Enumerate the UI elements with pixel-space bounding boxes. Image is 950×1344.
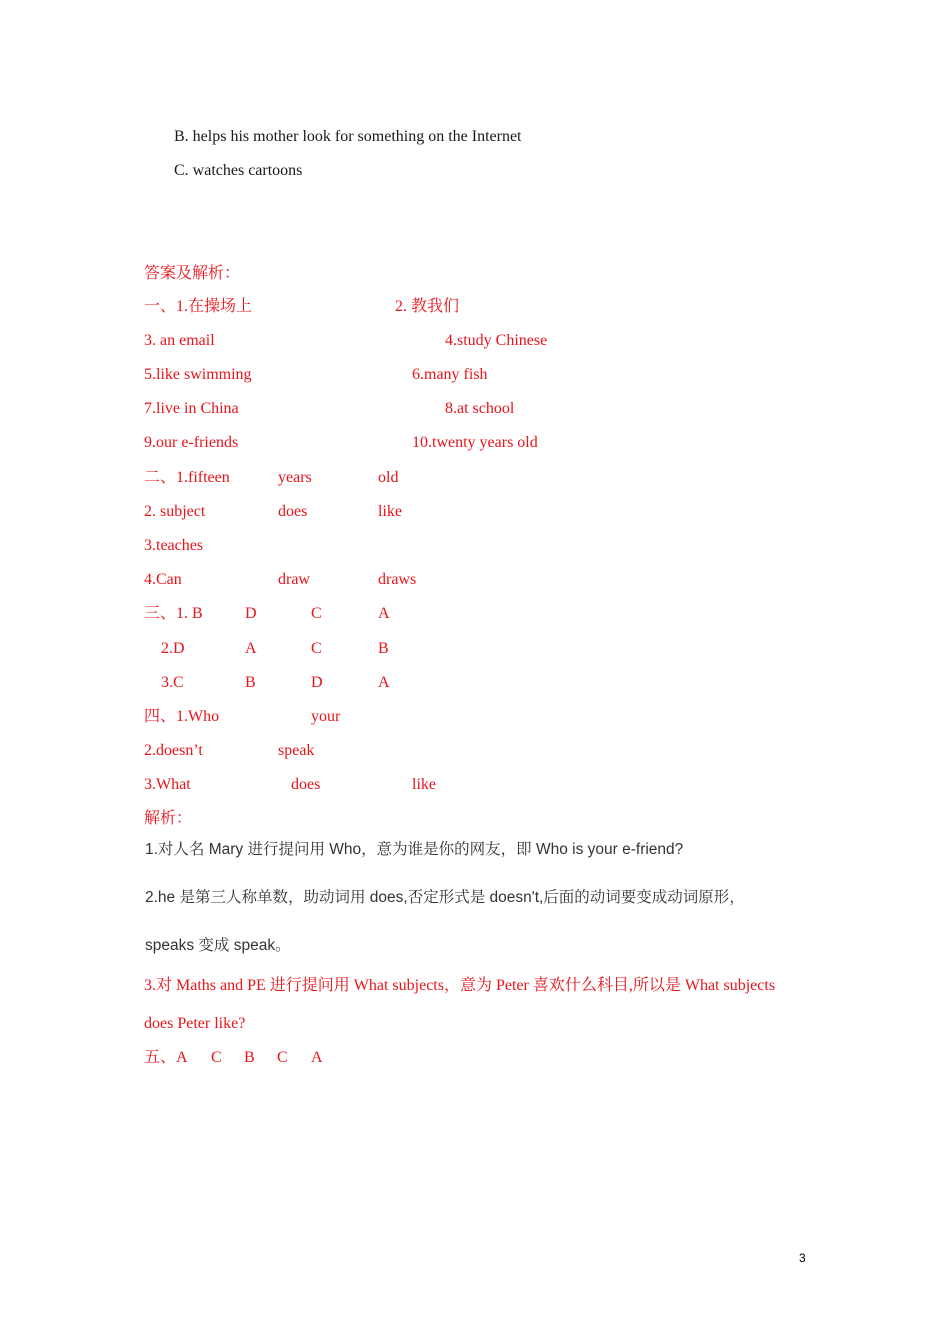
s1-r4-c1: 7.live in China: [144, 400, 239, 417]
s4-r3-c1: 3.What: [144, 776, 191, 793]
s1-r5-c2: 10.twenty years old: [412, 434, 538, 451]
s3-r2-c3: C: [311, 640, 322, 657]
s3-r2-c1: 2.D: [161, 640, 185, 657]
s2-r1-c3: old: [378, 469, 399, 486]
s2-r4-c3: draws: [378, 571, 417, 588]
s4-r3-c3: like: [412, 776, 436, 793]
s2-r2-c2: does: [278, 503, 308, 520]
s2-r2-c1: 2. subject: [144, 503, 206, 520]
s1-r5-c1: 9.our e-friends: [144, 434, 239, 451]
s3-r1-c4: A: [378, 605, 390, 622]
s1-r3-c2: 6.many fish: [412, 366, 488, 383]
s2-r2-c3: like: [378, 503, 402, 520]
s3-r3-c4: A: [378, 674, 390, 691]
s2-r1-c1: 二、1.fifteen: [144, 469, 230, 486]
s4-r3-c2: does: [291, 776, 321, 793]
analysis-line-4: 3.对 Maths and PE 进行提问用 What subjects，意为 Peter 喜欢什么科目,所以是 What subjects: [144, 977, 776, 994]
s5-c5: A: [311, 1049, 323, 1066]
option-b: B. helps his mother look for something on the Internet: [174, 128, 522, 145]
analysis-line-5: does Peter like?: [144, 1015, 246, 1032]
s3-r1-c3: C: [311, 605, 322, 622]
s1-r3-c1: 5.like swimming: [144, 366, 252, 383]
analysis-line-3: speaks 变成 speak。: [145, 937, 291, 954]
s1-r1-c1: 一、1.在操场上: [144, 298, 253, 315]
s2-r1-c2: years: [278, 469, 312, 486]
s5-c1: 五、A: [144, 1049, 188, 1066]
analysis-heading: 解析：: [144, 810, 193, 827]
s5-c3: B: [244, 1049, 255, 1066]
s3-r3-c2: B: [245, 674, 256, 691]
s3-r2-c4: B: [378, 640, 389, 657]
analysis-line-1: 1.对人名 Mary 进行提问用 Who，意为谁是你的网友，即 Who is your e-friend?: [145, 841, 684, 858]
s3-r3-c3: D: [311, 674, 323, 691]
s4-r2-c2: speak: [278, 742, 315, 759]
option-c: C. watches cartoons: [174, 162, 303, 179]
page-number: 3: [799, 1251, 806, 1265]
s2-r4-c2: draw: [278, 571, 310, 588]
s1-r2-c1: 3. an email: [144, 332, 215, 349]
s1-r2-c2: 4.study Chinese: [445, 332, 548, 349]
s2-r4-c1: 4.Can: [144, 571, 182, 588]
s3-r1-c1: 三、1. B: [144, 605, 203, 622]
s1-r4-c2: 8.at school: [445, 400, 515, 417]
s5-c2: C: [211, 1049, 222, 1066]
s4-r1-c2: your: [311, 708, 341, 725]
answers-heading: 答案及解析：: [144, 265, 241, 282]
s3-r3-c1: 3.C: [161, 674, 184, 691]
s3-r1-c2: D: [245, 605, 257, 622]
s4-r1-c1: 四、1.Who: [144, 708, 220, 725]
s2-r3-c1: 3.teaches: [144, 537, 204, 554]
s5-c4: C: [277, 1049, 288, 1066]
s1-r1-c2: 2. 教我们: [395, 298, 460, 315]
analysis-line-2: 2.he 是第三人称单数，助动词用 does,否定形式是 doesn't,后面的动词要变成动词原形，: [145, 889, 745, 906]
s4-r2-c1: 2.doesn’t: [144, 742, 203, 759]
s3-r2-c2: A: [245, 640, 257, 657]
